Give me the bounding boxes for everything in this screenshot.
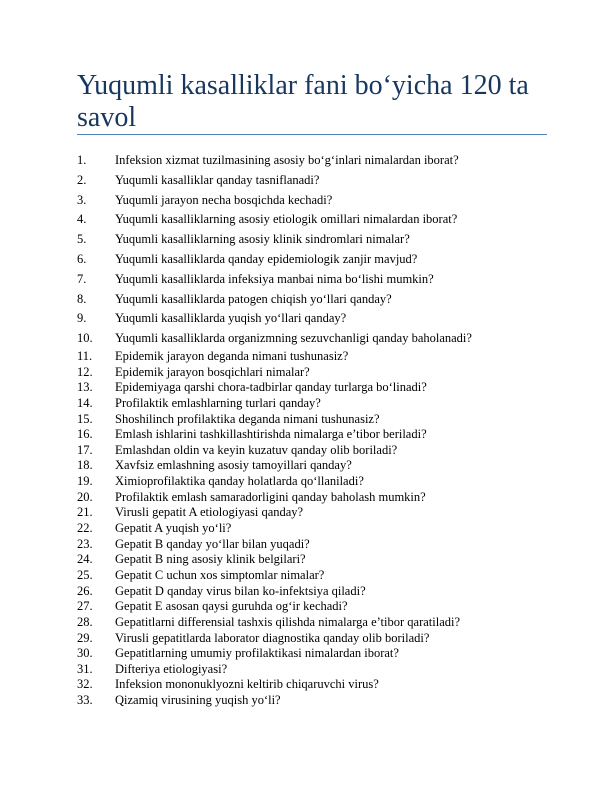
question-item [77, 537, 547, 553]
question-number: 2. [77, 172, 87, 187]
question-item [77, 443, 547, 459]
question-number: 3. [77, 192, 87, 207]
question-number: 28. [77, 614, 93, 629]
question-item [77, 615, 547, 631]
question-text: Gepatit A yuqish yo‘li? [115, 521, 232, 536]
question-text: Yuqumli kasalliklarda organizmning sezuvchanligi qanday baholanadi? [115, 331, 472, 346]
question-number: 12. [77, 364, 93, 379]
question-text: Gepatit E asosan qaysi guruhda og‘ir kechadi? [115, 599, 348, 614]
question-number: 30. [77, 646, 93, 661]
question-text: Yuqumli kasalliklarda infeksiya manbai nima bo‘lishi mumkin? [115, 271, 434, 286]
question-item [77, 693, 547, 709]
question-text: Gepatit B qanday yo‘llar bilan yuqadi? [115, 536, 310, 551]
question-number: 27. [77, 599, 93, 614]
question-item [77, 380, 547, 396]
page-title: Yuqumli kasalliklar fani bo‘yicha 120 ta savol [77, 70, 529, 133]
question-item [77, 584, 547, 600]
question-text: Yuqumli kasalliklarda patogen chiqish yo‘llari qanday? [115, 291, 392, 306]
question-item [77, 662, 547, 678]
question-text: Yuqumli kasalliklarda qanday epidemiologik zanjir mavjud? [115, 251, 418, 266]
question-item [77, 646, 547, 662]
question-text: Gepatit B ning asosiy klinik belgilari? [115, 552, 306, 567]
question-item [77, 599, 547, 615]
question-text: Virusli gepatitlarda laborator diagnostika qanday olib boriladi? [115, 630, 430, 645]
question-number: 25. [77, 567, 93, 582]
question-item [77, 191, 547, 211]
question-number: 6. [77, 251, 87, 266]
question-number: 13. [77, 380, 93, 395]
question-text: Yuqumli kasalliklarning asosiy klinik sindromlari nimalar? [115, 232, 410, 247]
question-text: Yuqumli kasalliklarda yuqish yo‘llari qanday? [115, 311, 347, 326]
question-item [77, 458, 547, 474]
question-text: Virusli gepatit A etiologiyasi qanday? [115, 505, 304, 520]
question-item [77, 329, 547, 349]
question-text: Difteriya etiologiyasi? [115, 661, 228, 676]
question-text: Gepatitlarning umumiy profilaktikasi nimalardan iborat? [115, 646, 399, 661]
question-item [77, 396, 547, 412]
question-text: Epidemik jarayon deganda nimani tushunasiz? [115, 348, 349, 363]
question-text: Infeksion xizmat tuzilmasining asosiy bo‘g‘inlari nimalardan iborat? [115, 153, 459, 167]
question-item [77, 349, 547, 365]
question-text: Qizamiq virusining yuqish yo‘li? [115, 693, 281, 708]
question-number: 9. [77, 311, 87, 326]
question-number: 31. [77, 661, 93, 676]
question-item [77, 210, 547, 230]
question-text: Epidemik jarayon bosqichlari nimalar? [115, 364, 310, 379]
question-text: Ximioprofilaktika qanday holatlarda qo‘llaniladi? [115, 474, 364, 489]
question-text: Profilaktik emlash samaradorligini qanday baholash mumkin? [115, 489, 426, 504]
question-number: 7. [77, 271, 87, 286]
question-number: 23. [77, 536, 93, 551]
question-number: 22. [77, 521, 93, 536]
question-item [77, 270, 547, 290]
question-text: Shoshilinch profilaktika deganda nimani tushunasiz? [115, 411, 380, 426]
question-text: Yuqumli kasalliklarning asosiy etiologik omillari nimalardan iborat? [115, 212, 458, 227]
question-number: 16. [77, 427, 93, 442]
question-text: Xavfsiz emlashning asosiy tamoyillari qanday? [115, 458, 352, 473]
question-number: 19. [77, 474, 93, 489]
question-list [77, 151, 547, 709]
question-item [77, 365, 547, 381]
question-number: 15. [77, 411, 93, 426]
question-text: Infeksion mononuklyozni keltirib chiqaruvchi virus? [115, 677, 379, 692]
question-item [77, 290, 547, 310]
question-text: Epidemiyaga qarshi chora-tadbirlar qanday turlarga bo‘linadi? [115, 380, 427, 395]
question-number: 20. [77, 489, 93, 504]
question-item [77, 521, 547, 537]
question-text: Yuqumli jarayon necha bosqichda kechadi? [115, 192, 333, 207]
question-item [77, 677, 547, 693]
question-text: Yuqumli kasalliklar qanday tasniflanadi? [115, 172, 320, 187]
question-item [77, 474, 547, 490]
question-number: 17. [77, 442, 93, 457]
question-text: Emlash ishlarini tashkillashtirishda nimalarga e’tibor beriladi? [115, 427, 427, 442]
question-item [77, 505, 547, 521]
question-number: 32. [77, 677, 93, 692]
question-number: 8. [77, 291, 87, 306]
question-item [77, 171, 547, 191]
question-number: 4. [77, 212, 87, 227]
question-number: 10. [77, 331, 93, 346]
question-item [77, 631, 547, 647]
question-item [77, 552, 547, 568]
question-item [77, 230, 547, 250]
question-number: 29. [77, 630, 93, 645]
question-item [77, 490, 547, 506]
question-text: Profilaktik emlashlarning turlari qanday? [115, 395, 321, 410]
question-item [77, 427, 547, 443]
question-item [77, 412, 547, 428]
question-number: 1. [77, 153, 87, 167]
question-text: Gepatit D qanday virus bilan ko-infektsiya qiladi? [115, 583, 366, 598]
question-item [77, 568, 547, 584]
question-item [77, 250, 547, 270]
question-number: 21. [77, 505, 93, 520]
question-number: 5. [77, 232, 87, 247]
question-number: 14. [77, 395, 93, 410]
question-text: Gepatit C uchun xos simptomlar nimalar? [115, 567, 325, 582]
title-divider [77, 134, 547, 135]
question-text: Emlashdan oldin va keyin kuzatuv qanday olib boriladi? [115, 442, 398, 457]
question-number: 11. [77, 348, 93, 363]
question-number: 26. [77, 583, 93, 598]
question-number: 18. [77, 458, 93, 473]
question-number: 33. [77, 693, 93, 708]
question-item [77, 309, 547, 329]
question-text: Gepatitlarni differensial tashxis qilishda nimalarga e’tibor qaratiladi? [115, 614, 461, 629]
question-number: 24. [77, 552, 93, 567]
question-item [77, 151, 547, 171]
